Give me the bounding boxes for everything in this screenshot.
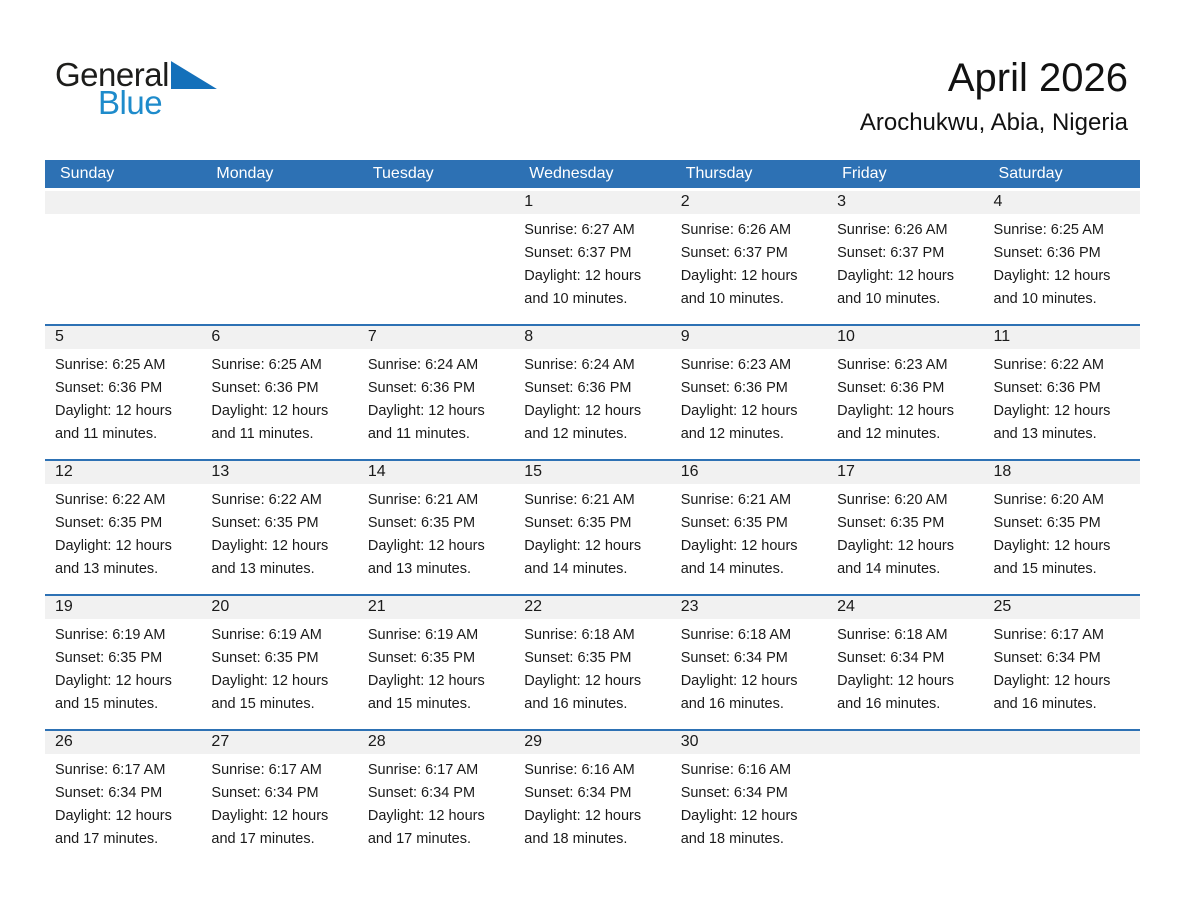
logo-text-general: General <box>55 56 169 93</box>
sunrise-text: Sunrise: 6:18 AM <box>680 627 792 643</box>
week-content-row <box>45 349 1140 459</box>
daylight-hours-text: Daylight: 12 hours <box>993 268 1111 284</box>
day-number: 21 <box>367 598 386 615</box>
day-number: 3 <box>837 193 847 210</box>
empty-day-cell <box>984 754 1140 864</box>
day-number: 30 <box>680 733 699 750</box>
day-number-strip <box>45 191 1140 214</box>
sunset-text: Sunset: 6:37 PM <box>680 245 788 261</box>
sunset-text: Sunset: 6:35 PM <box>211 515 319 531</box>
daylight-minutes-text: and 13 minutes. <box>211 561 315 577</box>
empty-strip-cell <box>45 191 201 214</box>
day-cell <box>358 349 514 459</box>
daylight-hours-text: Daylight: 12 hours <box>524 403 642 419</box>
week-row <box>45 594 1140 729</box>
daylight-hours-text: Daylight: 12 hours <box>524 268 642 284</box>
daylight-hours-text: Daylight: 12 hours <box>211 538 329 554</box>
daylight-minutes-text: and 16 minutes. <box>524 696 628 712</box>
day-number: 18 <box>993 463 1012 480</box>
day-number-strip <box>45 326 1140 349</box>
day-number: 28 <box>367 733 386 750</box>
day-number: 1 <box>524 193 534 210</box>
sunrise-text: Sunrise: 6:16 AM <box>680 762 792 778</box>
sunrise-text: Sunrise: 6:17 AM <box>993 627 1104 643</box>
day-number: 12 <box>55 463 73 480</box>
day-number-strip <box>45 731 1140 754</box>
daylight-hours-text: Daylight: 12 hours <box>837 673 954 689</box>
day-cell <box>671 484 827 594</box>
sunset-text: Sunset: 6:37 PM <box>837 245 945 261</box>
sunset-text: Sunset: 6:34 PM <box>680 785 788 801</box>
daylight-hours-text: Daylight: 12 hours <box>524 808 642 824</box>
sunrise-text: Sunrise: 6:22 AM <box>211 492 322 508</box>
daylight-minutes-text: and 16 minutes. <box>993 696 1097 712</box>
location-subtitle: Arochukwu, Abia, Nigeria <box>859 109 1128 136</box>
sunset-text: Sunset: 6:34 PM <box>680 650 788 666</box>
day-cell <box>201 754 357 864</box>
daylight-minutes-text: and 12 minutes. <box>680 426 784 442</box>
day-cell <box>514 349 670 459</box>
sunset-text: Sunset: 6:35 PM <box>55 650 163 666</box>
sunset-text: Sunset: 6:34 PM <box>524 785 632 801</box>
sunrise-text: Sunrise: 6:23 AM <box>680 357 792 373</box>
sunrise-text: Sunrise: 6:19 AM <box>55 627 166 643</box>
sunrise-text: Sunrise: 6:27 AM <box>524 222 635 238</box>
week-content-row <box>45 754 1140 864</box>
day-number: 13 <box>211 463 230 480</box>
sunrise-text: Sunrise: 6:21 AM <box>680 492 792 508</box>
week-row <box>45 191 1140 324</box>
weekday-header-tuesday: Tuesday <box>372 165 434 182</box>
week-rows-container <box>45 191 1140 864</box>
daylight-minutes-text: and 18 minutes. <box>680 831 784 847</box>
day-number: 5 <box>55 328 64 345</box>
sunrise-text: Sunrise: 6:19 AM <box>211 627 322 643</box>
day-cell <box>514 484 670 594</box>
daylight-minutes-text: and 12 minutes. <box>837 426 941 442</box>
daylight-minutes-text: and 10 minutes. <box>524 291 628 307</box>
daylight-minutes-text: and 17 minutes. <box>211 831 315 847</box>
sunset-text: Sunset: 6:35 PM <box>367 515 476 531</box>
weekday-header-saturday: Saturday <box>998 165 1063 182</box>
sunset-text: Sunset: 6:37 PM <box>524 245 632 261</box>
day-number: 7 <box>367 328 377 345</box>
day-cell <box>984 484 1140 594</box>
sunset-text: Sunset: 6:36 PM <box>55 380 163 396</box>
daylight-minutes-text: and 16 minutes. <box>680 696 784 712</box>
sunset-text: Sunset: 6:36 PM <box>993 380 1101 396</box>
sunrise-text: Sunrise: 6:21 AM <box>524 492 635 508</box>
sunrise-text: Sunrise: 6:19 AM <box>367 627 479 643</box>
daylight-hours-text: Daylight: 12 hours <box>680 808 798 824</box>
daylight-hours-text: Daylight: 12 hours <box>837 538 954 554</box>
day-cell <box>201 349 357 459</box>
empty-day-cell <box>201 214 357 324</box>
day-number: 27 <box>211 733 230 750</box>
day-cell <box>984 214 1140 324</box>
day-number: 9 <box>680 328 690 345</box>
day-number: 16 <box>680 463 699 480</box>
day-cell <box>671 349 827 459</box>
sunrise-text: Sunrise: 6:23 AM <box>837 357 948 373</box>
sunrise-text: Sunrise: 6:16 AM <box>524 762 635 778</box>
week-content-row <box>45 484 1140 594</box>
day-cell <box>45 484 201 594</box>
daylight-minutes-text: and 10 minutes. <box>680 291 784 307</box>
day-cell <box>358 754 514 864</box>
day-number-strip <box>45 596 1140 619</box>
month-title: April 2026 <box>947 56 1128 100</box>
daylight-hours-text: Daylight: 12 hours <box>993 673 1111 689</box>
daylight-minutes-text: and 11 minutes. <box>211 426 314 442</box>
sunrise-text: Sunrise: 6:26 AM <box>837 222 948 238</box>
week-row <box>45 459 1140 594</box>
daylight-minutes-text: and 13 minutes. <box>367 561 472 577</box>
day-number: 4 <box>993 193 1003 210</box>
day-number: 29 <box>524 733 543 750</box>
day-number: 22 <box>524 598 543 615</box>
sunset-text: Sunset: 6:34 PM <box>993 650 1101 666</box>
sunrise-text: Sunrise: 6:25 AM <box>55 357 166 373</box>
daylight-hours-text: Daylight: 12 hours <box>211 808 329 824</box>
sunset-text: Sunset: 6:34 PM <box>211 785 319 801</box>
sunset-text: Sunset: 6:34 PM <box>837 650 945 666</box>
day-cell <box>358 484 514 594</box>
day-number: 23 <box>680 598 699 615</box>
sunrise-text: Sunrise: 6:22 AM <box>993 357 1104 373</box>
empty-day-cell <box>358 214 514 324</box>
sunrise-text: Sunrise: 6:21 AM <box>367 492 479 508</box>
daylight-minutes-text: and 11 minutes. <box>55 426 158 442</box>
daylight-minutes-text: and 12 minutes. <box>524 426 628 442</box>
daylight-hours-text: Daylight: 12 hours <box>367 403 485 419</box>
daylight-hours-text: Daylight: 12 hours <box>993 538 1111 554</box>
weekday-header-monday: Monday <box>216 165 274 182</box>
sunset-text: Sunset: 6:35 PM <box>837 515 945 531</box>
logo-triangle-icon <box>171 61 217 89</box>
empty-strip-cell <box>984 731 1140 754</box>
sunrise-text: Sunrise: 6:17 AM <box>211 762 322 778</box>
day-cell <box>984 349 1140 459</box>
sunset-text: Sunset: 6:34 PM <box>367 785 476 801</box>
sunrise-text: Sunrise: 6:25 AM <box>993 222 1104 238</box>
day-cell <box>827 214 983 324</box>
weekday-header-row <box>45 160 1140 188</box>
daylight-hours-text: Daylight: 12 hours <box>367 673 485 689</box>
day-cell <box>984 619 1140 729</box>
day-cell <box>358 619 514 729</box>
daylight-hours-text: Daylight: 12 hours <box>524 538 642 554</box>
sunrise-text: Sunrise: 6:20 AM <box>837 492 948 508</box>
day-number: 6 <box>211 328 221 345</box>
sunset-text: Sunset: 6:36 PM <box>993 245 1101 261</box>
day-number: 14 <box>367 463 386 480</box>
sunset-text: Sunset: 6:35 PM <box>211 650 319 666</box>
sunset-text: Sunset: 6:36 PM <box>680 380 788 396</box>
daylight-minutes-text: and 14 minutes. <box>524 561 628 577</box>
daylight-minutes-text: and 14 minutes. <box>837 561 941 577</box>
daylight-hours-text: Daylight: 12 hours <box>680 268 798 284</box>
sunrise-text: Sunrise: 6:25 AM <box>211 357 322 373</box>
sunrise-text: Sunrise: 6:20 AM <box>993 492 1104 508</box>
day-number: 10 <box>837 328 855 345</box>
day-cell <box>827 484 983 594</box>
day-number: 24 <box>837 598 855 615</box>
day-cell <box>514 754 670 864</box>
daylight-hours-text: Daylight: 12 hours <box>55 538 172 554</box>
daylight-hours-text: Daylight: 12 hours <box>367 808 485 824</box>
week-content-row <box>45 214 1140 324</box>
day-cell <box>514 619 670 729</box>
daylight-hours-text: Daylight: 12 hours <box>367 538 485 554</box>
daylight-minutes-text: and 15 minutes. <box>211 696 315 712</box>
day-cell <box>671 754 827 864</box>
day-number: 19 <box>55 598 73 615</box>
sunrise-text: Sunrise: 6:22 AM <box>55 492 166 508</box>
sunrise-text: Sunrise: 6:17 AM <box>55 762 166 778</box>
daylight-minutes-text: and 17 minutes. <box>55 831 159 847</box>
day-number: 17 <box>837 463 855 480</box>
daylight-hours-text: Daylight: 12 hours <box>211 673 329 689</box>
sunrise-text: Sunrise: 6:18 AM <box>837 627 948 643</box>
sunset-text: Sunset: 6:35 PM <box>993 515 1101 531</box>
sunset-text: Sunset: 6:35 PM <box>524 515 632 531</box>
sunrise-text: Sunrise: 6:18 AM <box>524 627 635 643</box>
sunset-text: Sunset: 6:34 PM <box>55 785 163 801</box>
daylight-hours-text: Daylight: 12 hours <box>680 403 798 419</box>
daylight-hours-text: Daylight: 12 hours <box>993 403 1111 419</box>
daylight-minutes-text: and 15 minutes. <box>55 696 159 712</box>
weekday-header-sunday: Sunday <box>60 165 115 182</box>
sunset-text: Sunset: 6:35 PM <box>367 650 476 666</box>
day-number: 26 <box>55 733 73 750</box>
general-blue-logo <box>55 56 217 121</box>
sunset-text: Sunset: 6:35 PM <box>524 650 632 666</box>
daylight-hours-text: Daylight: 12 hours <box>837 268 954 284</box>
week-content-row <box>45 619 1140 729</box>
empty-day-cell <box>45 214 201 324</box>
daylight-hours-text: Daylight: 12 hours <box>55 808 172 824</box>
day-cell <box>827 619 983 729</box>
empty-strip-cell <box>827 731 983 754</box>
sunrise-text: Sunrise: 6:17 AM <box>367 762 479 778</box>
daylight-minutes-text: and 18 minutes. <box>524 831 628 847</box>
day-cell <box>201 484 357 594</box>
week-row <box>45 729 1140 864</box>
logo-text-blue: Blue <box>98 84 163 121</box>
day-number: 2 <box>680 193 690 210</box>
day-cell <box>45 754 201 864</box>
daylight-hours-text: Daylight: 12 hours <box>524 673 642 689</box>
empty-strip-cell <box>358 191 514 214</box>
daylight-minutes-text: and 11 minutes. <box>367 426 470 442</box>
day-cell <box>45 349 201 459</box>
day-cell <box>45 619 201 729</box>
daylight-minutes-text: and 13 minutes. <box>55 561 159 577</box>
empty-strip-cell <box>201 191 357 214</box>
sunrise-text: Sunrise: 6:26 AM <box>680 222 792 238</box>
daylight-minutes-text: and 14 minutes. <box>680 561 784 577</box>
daylight-minutes-text: and 10 minutes. <box>837 291 941 307</box>
day-cell <box>514 214 670 324</box>
daylight-minutes-text: and 16 minutes. <box>837 696 941 712</box>
daylight-minutes-text: and 17 minutes. <box>367 831 472 847</box>
sunrise-text: Sunrise: 6:24 AM <box>524 357 635 373</box>
day-number: 15 <box>524 463 543 480</box>
daylight-minutes-text: and 10 minutes. <box>993 291 1097 307</box>
sunset-text: Sunset: 6:36 PM <box>837 380 945 396</box>
day-number: 20 <box>211 598 230 615</box>
sunset-text: Sunset: 6:35 PM <box>55 515 163 531</box>
daylight-minutes-text: and 15 minutes. <box>993 561 1097 577</box>
sunset-text: Sunset: 6:35 PM <box>680 515 788 531</box>
daylight-hours-text: Daylight: 12 hours <box>680 538 798 554</box>
day-number: 8 <box>524 328 534 345</box>
day-number-strip <box>45 461 1140 484</box>
weekday-header-friday: Friday <box>842 165 887 182</box>
daylight-minutes-text: and 13 minutes. <box>993 426 1097 442</box>
weekday-header-wednesday: Wednesday <box>529 165 614 182</box>
title-block <box>860 55 1128 138</box>
daylight-hours-text: Daylight: 12 hours <box>211 403 329 419</box>
weekday-header-thursday: Thursday <box>685 165 753 182</box>
day-number: 11 <box>993 328 1011 345</box>
day-number: 25 <box>993 598 1012 615</box>
sunset-text: Sunset: 6:36 PM <box>211 380 319 396</box>
daylight-hours-text: Daylight: 12 hours <box>55 673 172 689</box>
daylight-hours-text: Daylight: 12 hours <box>55 403 172 419</box>
day-cell <box>671 214 827 324</box>
week-row <box>45 324 1140 459</box>
daylight-hours-text: Daylight: 12 hours <box>680 673 798 689</box>
sunset-text: Sunset: 6:36 PM <box>367 380 476 396</box>
empty-day-cell <box>827 754 983 864</box>
daylight-hours-text: Daylight: 12 hours <box>837 403 954 419</box>
sunset-text: Sunset: 6:36 PM <box>524 380 632 396</box>
day-cell <box>671 619 827 729</box>
day-cell <box>201 619 357 729</box>
daylight-minutes-text: and 15 minutes. <box>367 696 472 712</box>
sunrise-text: Sunrise: 6:24 AM <box>367 357 479 373</box>
day-cell <box>827 349 983 459</box>
calendar-table <box>45 160 1140 864</box>
